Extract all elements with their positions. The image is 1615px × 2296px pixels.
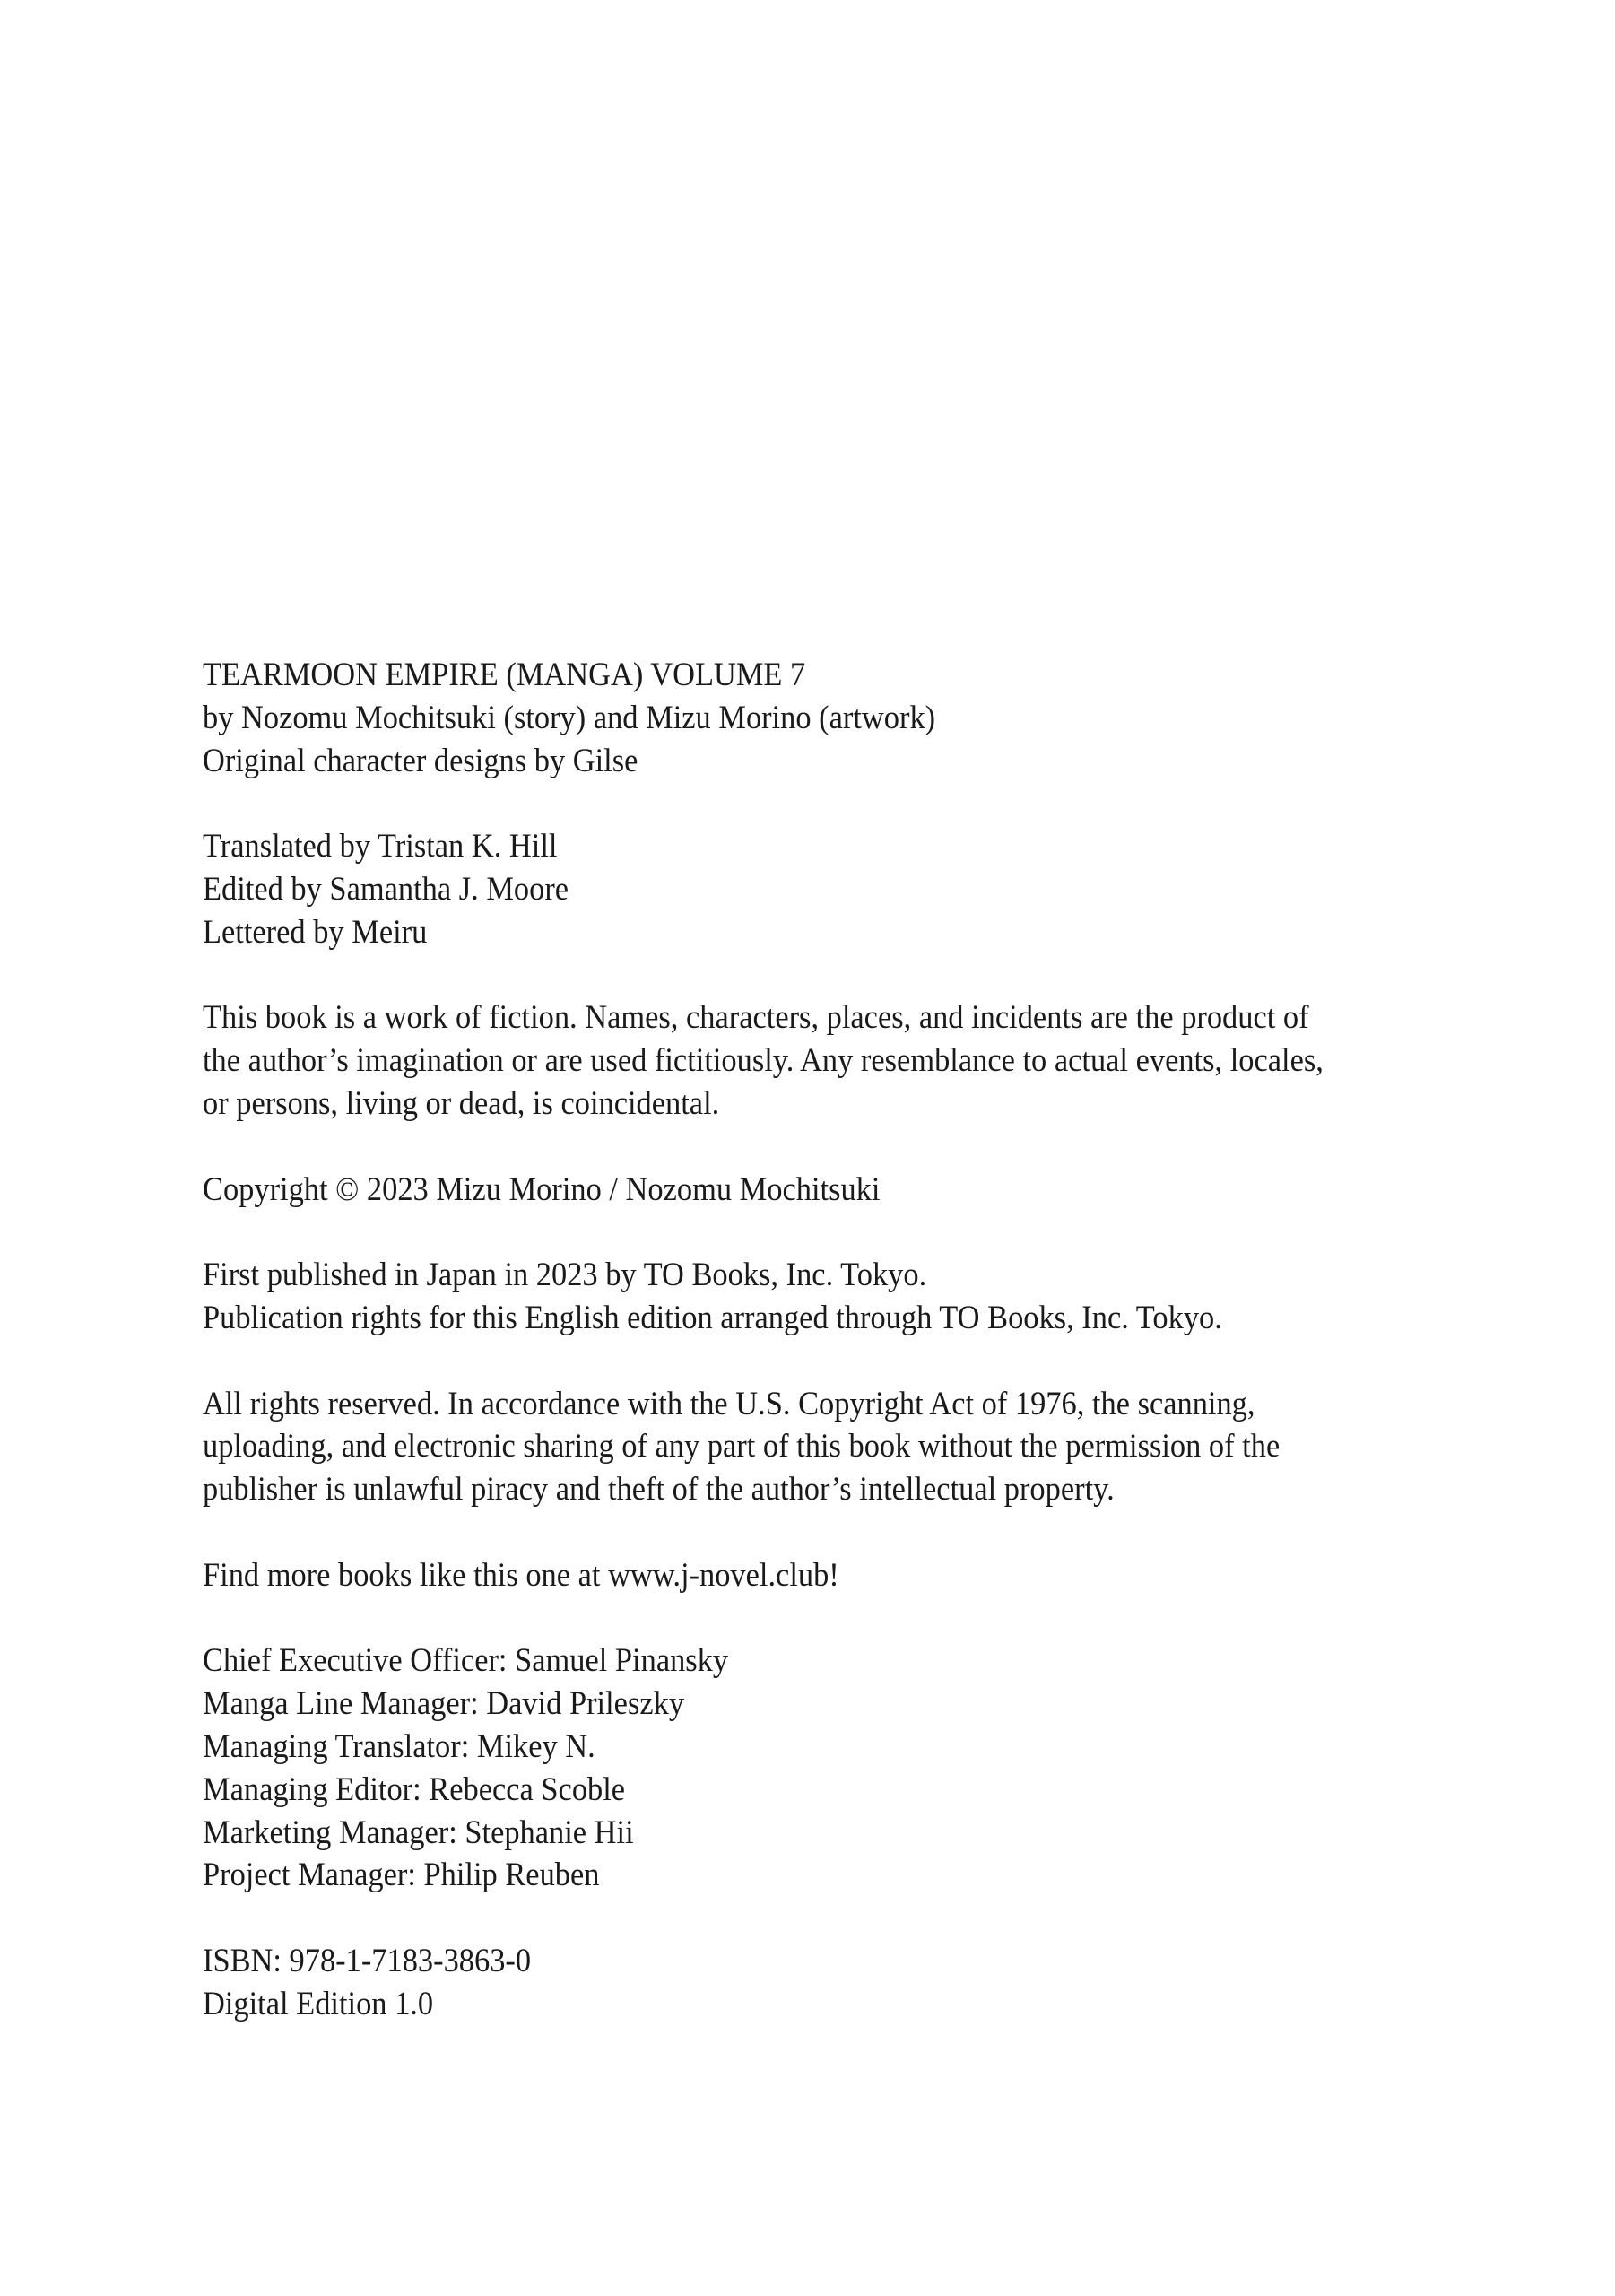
website-line: Find more books like this one at www.j-novel.club! (203, 1556, 839, 1594)
staff-credits (203, 1639, 1408, 1897)
rights-line: uploading, and electronic sharing of any part of this book without the permission of the (203, 1428, 1281, 1465)
staff-manga-line-manager: Manga Line Manager: David Prileszky (203, 1685, 685, 1723)
website-note (203, 1554, 1408, 1597)
rights-reserved (203, 1383, 1408, 1511)
copyright-line: Copyright © 2023 Mizu Morino / Nozomu Mochitsuki (203, 1170, 881, 1208)
publication-rights: Publication rights for this English edition arranged through TO Books, Inc. Tokyo. (203, 1299, 1222, 1336)
copyright-notice (203, 1169, 1408, 1212)
staff-managing-editor: Managing Editor: Rebecca Scoble (203, 1770, 626, 1808)
first-published: First published in Japan in 2023 by TO Books, Inc. Tokyo. (203, 1257, 927, 1294)
title-credits (203, 654, 1408, 782)
character-designs: Original character designs by Gilse (203, 742, 638, 779)
editor: Edited by Samantha J. Moore (203, 870, 569, 908)
staff-managing-translator: Managing Translator: Mikey N. (203, 1727, 595, 1765)
isbn: ISBN: 978-1-7183-3863-0 (203, 1942, 532, 1979)
rights-line: All rights reserved. In accordance with the U.S. Copyright Act of 1976, the scanning, (203, 1385, 1255, 1422)
book-title: TEARMOON EMPIRE (MANGA) VOLUME 7 (203, 657, 806, 693)
disclaimer-line: or persons, living or dead, is coincidental. (203, 1084, 720, 1122)
staff-ceo: Chief Executive Officer: Samuel Pinansky (203, 1642, 729, 1680)
authors: by Nozomu Mochitsuki (story) and Mizu Morino (artwork) (203, 699, 936, 736)
publication-info (203, 1254, 1408, 1340)
digital-edition: Digital Edition 1.0 (203, 1985, 434, 2022)
edition-info (203, 1940, 1408, 2026)
translation-credits (203, 825, 1408, 953)
fiction-disclaimer (203, 996, 1408, 1125)
rights-line: publisher is unlawful piracy and theft of the author’s intellectual property. (203, 1471, 1115, 1509)
translator: Translated by Tristan K. Hill (203, 828, 558, 865)
disclaimer-line: the author’s imagination or are used fictitiously. Any resemblance to actual events, locales, (203, 1042, 1324, 1080)
copyright-page (203, 654, 1408, 2068)
disclaimer-line: This book is a work of fiction. Names, characters, places, and incidents are the product of (203, 999, 1309, 1037)
staff-project-manager: Project Manager: Philip Reuben (203, 1857, 600, 1894)
staff-marketing-manager: Marketing Manager: Stephanie Hii (203, 1813, 634, 1851)
letterer: Lettered by Meiru (203, 913, 428, 951)
